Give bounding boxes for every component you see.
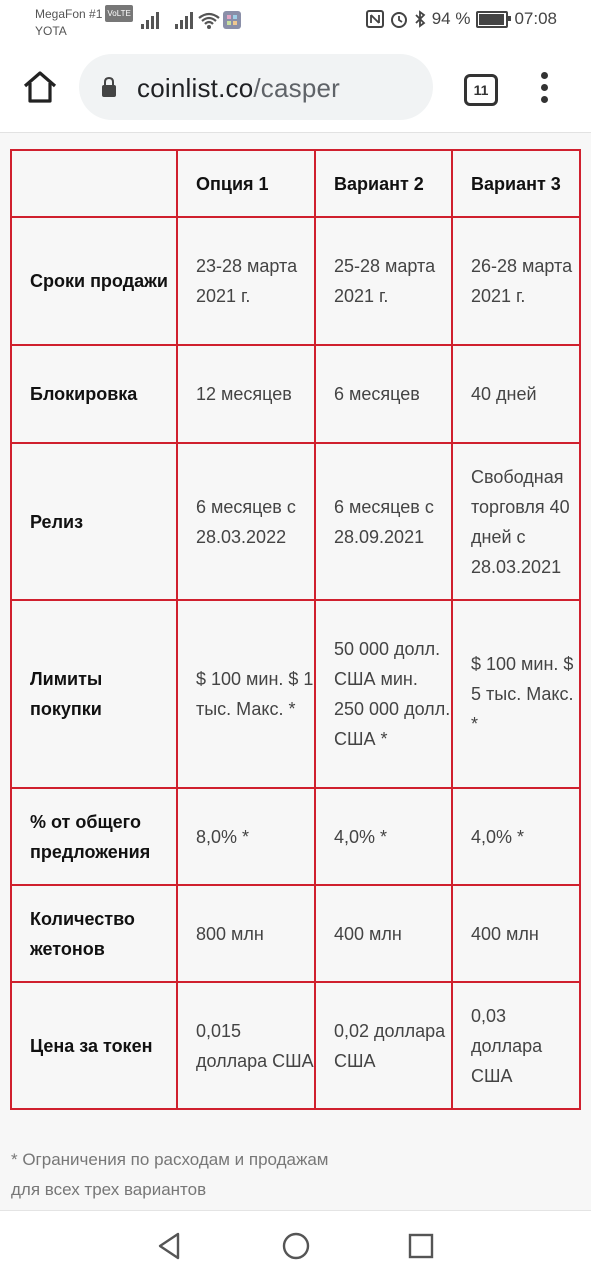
table-cell: 23-28 марта 2021 г. bbox=[177, 217, 315, 345]
bluetooth-icon bbox=[414, 10, 426, 28]
table-cell: $ 100 мин. $ 5 тыс. Макс. * bbox=[452, 600, 580, 788]
tab-switcher-button[interactable]: 11 bbox=[464, 74, 498, 106]
row-label: Релиз bbox=[11, 443, 177, 600]
table-row bbox=[11, 885, 580, 982]
table-row bbox=[11, 345, 580, 443]
table-cell: Свободная торговля 40 дней с 28.03.2021 bbox=[452, 443, 580, 600]
table-cell: 50 000 долл. США мин. 250 000 долл. США * bbox=[315, 600, 452, 788]
footnote: * Ограничения по расходам и продажам для всех трех вариантов bbox=[11, 1150, 329, 1199]
table-cell: 4,0% * bbox=[452, 788, 580, 885]
header-option-1: Опция 1 bbox=[177, 150, 315, 217]
table-row bbox=[11, 217, 580, 345]
clock: 07:08 bbox=[514, 9, 557, 28]
header-cell-empty bbox=[11, 150, 177, 217]
sale-options-table bbox=[10, 149, 581, 1110]
nfc-icon bbox=[366, 10, 384, 28]
app-notification-icon bbox=[222, 10, 242, 30]
status-bar bbox=[0, 0, 591, 42]
carrier-name: MegaFon #1 bbox=[35, 7, 103, 21]
table-header-row bbox=[11, 150, 580, 217]
recents-icon[interactable] bbox=[407, 1231, 435, 1261]
carrier-name-2: YOTA bbox=[35, 24, 67, 38]
table-cell: 800 млн bbox=[177, 885, 315, 982]
home-icon[interactable] bbox=[22, 70, 58, 104]
table-cell: 26-28 марта 2021 г. bbox=[452, 217, 580, 345]
alarm-icon bbox=[390, 10, 408, 28]
url-path: /casper bbox=[253, 73, 341, 103]
row-label: % от общего предложения bbox=[11, 788, 177, 885]
volte-badge: VoLTE bbox=[105, 5, 132, 22]
table-cell: 6 месяцев с 28.09.2021 bbox=[315, 443, 452, 600]
table-cell: 25-28 марта 2021 г. bbox=[315, 217, 452, 345]
table-cell: 0,03 доллара США bbox=[452, 982, 580, 1109]
table-cell: 40 дней bbox=[452, 345, 580, 443]
table-cell: 0,015 доллара США bbox=[177, 982, 315, 1109]
row-label: Блокировка bbox=[11, 345, 177, 443]
header-option-2: Вариант 2 bbox=[315, 150, 452, 217]
more-menu-icon[interactable] bbox=[537, 72, 551, 104]
row-label: Лимиты покупки bbox=[11, 600, 177, 788]
browser-toolbar bbox=[0, 42, 591, 133]
system-nav-bar bbox=[0, 1210, 591, 1281]
table-cell: 400 млн bbox=[315, 885, 452, 982]
row-label: Количество жетонов bbox=[11, 885, 177, 982]
table-cell: 12 месяцев bbox=[177, 345, 315, 443]
table-cell: $ 100 мин. $ 1 тыс. Макс. * bbox=[177, 600, 315, 788]
lock-icon bbox=[101, 76, 117, 98]
table-row bbox=[11, 443, 580, 600]
battery-icon bbox=[476, 11, 508, 28]
row-label: Цена за токен bbox=[11, 982, 177, 1109]
address-bar[interactable] bbox=[79, 54, 433, 120]
table-cell: 8,0% * bbox=[177, 788, 315, 885]
table-row bbox=[11, 982, 580, 1109]
signal-icon-2 bbox=[174, 10, 196, 30]
table-cell: 6 месяцев с 28.03.2022 bbox=[177, 443, 315, 600]
signal-icon bbox=[140, 10, 162, 30]
table-cell: 400 млн bbox=[452, 885, 580, 982]
wifi-icon bbox=[197, 10, 221, 30]
table-cell: 6 месяцев bbox=[315, 345, 452, 443]
home-nav-icon[interactable] bbox=[281, 1231, 311, 1261]
table-row bbox=[11, 788, 580, 885]
page-content bbox=[0, 133, 591, 1210]
battery-percent: 94 % bbox=[431, 9, 471, 28]
carrier-info bbox=[35, 5, 133, 40]
table-row bbox=[11, 600, 580, 788]
table-cell: 4,0% * bbox=[315, 788, 452, 885]
url-text[interactable] bbox=[137, 73, 340, 104]
table-cell: 0,02 доллара США bbox=[315, 982, 452, 1109]
header-option-3: Вариант 3 bbox=[452, 150, 580, 217]
back-icon[interactable] bbox=[156, 1231, 182, 1261]
url-host: coinlist.co bbox=[137, 73, 254, 103]
row-label: Сроки продажи bbox=[11, 217, 177, 345]
